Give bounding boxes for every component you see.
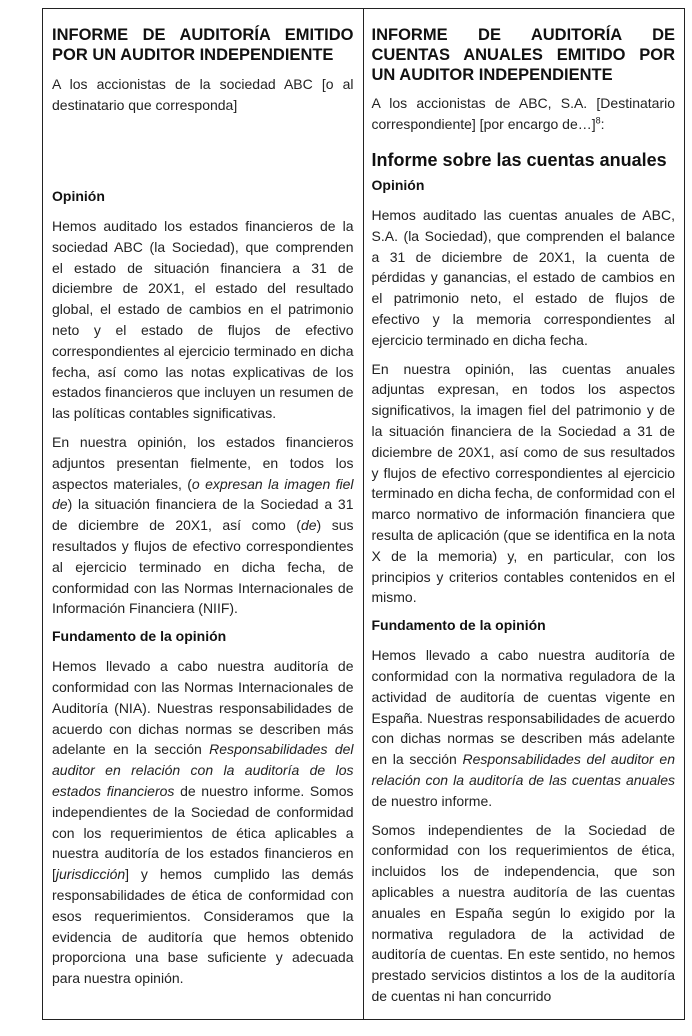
right-opinion-paragraph-2: En nuestra opinión, las cuentas anuales adjuntas expresan, en todos los aspectos significativos, la imagen fiel del patrimonio y de la situación financiera de la Sociedad a 31 de diciembre de 20X1, así como de sus resultados y flujos de efectivo correspondientes al ejercicio terminado en dicha fecha, de conformidad con el marco normativo de información financiera que resulta de aplicación (que se identifica en la nota X de la memoria) y, en particular, con los principios y criterios contables contenidos en el mismo. xyxy=(371,360,675,606)
right-basis-paragraph-1 xyxy=(372,645,676,811)
text-run: Hemos llevado a cabo nuestra auditoría de conformidad con la normativa reguladora de la actividad de auditoría de cuentas vigente en España. Nuestras responsabilidades de acuerdo con dichas normas se describen más adelante en la sección xyxy=(371,647,675,768)
text-run: : xyxy=(600,116,605,132)
right-opinion-heading: Opinión xyxy=(371,177,425,193)
right-section-heading: Informe sobre las cuentas anuales xyxy=(371,150,667,170)
left-addressee: A los accionistas de la sociedad ABC [o al destinatario que corresponda] xyxy=(52,76,354,113)
text-run: Hemos llevado a cabo nuestra auditoría de conformidad con las Normas Internacionales de Auditoría (NIA). Nuestras responsabilidades de acuerdo con dichas normas se describen más adelante en la sección xyxy=(52,658,354,758)
left-basis-paragraph xyxy=(52,656,354,989)
right-opinion-paragraph-1: Hemos auditado las cuentas anuales de ABC, S.A. (la Sociedad), que comprenden el balance a 31 de diciembre de 20X1, la cuenta de pérdidas y ganancias, el estado de cambios en el patrimonio neto, el estado de flujos de efectivo y la memoria correspondientes al ejercicio terminado en dicha fecha. xyxy=(371,207,675,348)
right-column xyxy=(364,9,685,1019)
italic-run: o expresan la imagen fiel de xyxy=(52,475,354,513)
text-run: ) la situación financiera de la Sociedad a 31 de diciembre de 20X1, así como ( xyxy=(52,496,354,534)
left-opinion-paragraph-1: Hemos auditado los estados financieros de la sociedad ABC (la Sociedad), que comprenden el estado de situación financiera a 31 de diciembre de 20X1, el estado del resultado global, el estado de cambios en el patrimonio neto y el estado de flujos de efectivo correspondientes al ejercicio terminado en dicha fecha, así como las notas explicativas de los estados financieros que incluyen un resumen de las políticas contables significativas. xyxy=(52,218,354,422)
text-run: ) sus resultados y flujos de efectivo correspondientes al ejercicio terminado en dicha fecha, de conformidad con las Normas Internacionales de Información Financiera (NIIF). xyxy=(52,517,354,617)
text-run: En nuestra opinión, los estados financieros adjuntos presentan fielmente, en todos los aspectos materiales, ( xyxy=(52,433,354,492)
text-run: de nuestro informe. Somos independientes de la Sociedad de conformidad con los requerimientos de ética aplicables a nuestra auditoría de los estados financieros en [ xyxy=(52,782,354,883)
italic-run: jurisdicción xyxy=(55,866,126,883)
text-run: ] y hemos cumplido las demás responsabilidades de ética de conformidad con esos requerimientos. Consideramos que la evidencia de auditoría que hemos obtenido proporciona una base suficiente y adecuada para nuestra opinión. xyxy=(52,866,354,987)
right-addressee xyxy=(372,93,676,135)
text-run: de nuestro informe. xyxy=(371,792,493,809)
footnote-marker: 8 xyxy=(595,115,601,126)
text-run: A los accionistas de ABC, S.A. [Destinatario correspondiente] [por encargo de…] xyxy=(371,95,675,132)
left-spacer xyxy=(52,116,354,187)
left-opinion-heading: Opinión xyxy=(52,188,105,204)
right-basis-paragraph-2: Somos independientes de la Sociedad de conformidad con los requerimientos de ética, incluidos los de independencia, que son aplicables a nuestra auditoría de las cuentas anuales en España según lo exigido por la normativa reguladora de la actividad de auditoría de cuentas. En este sentido, no hemos prestado servicios distintos a los de la auditoría de cuentas ni han concurrido xyxy=(371,821,675,1004)
italic-run: de xyxy=(300,517,317,534)
right-basis-heading: Fundamento de la opinión xyxy=(371,617,546,634)
left-basis-heading: Fundamento de la opinión xyxy=(52,628,227,645)
left-column xyxy=(43,9,364,1019)
left-opinion-paragraph-2 xyxy=(52,432,354,619)
italic-run: Responsabilidades del auditor en relación con la auditoría de los estados financieros xyxy=(52,741,354,799)
right-report-title: INFORME DE AUDITORÍA DE CUENTAS ANUALES EMITIDO POR UN AUDITOR INDEPENDIENTE xyxy=(371,26,675,84)
left-report-title: INFORME DE AUDITORÍA EMITIDO POR UN AUDITOR INDEPENDIENTE xyxy=(52,26,354,64)
italic-run: Responsabilidades del auditor en relación con la auditoría de las cuentas anuales xyxy=(371,751,675,788)
comparison-table xyxy=(42,8,685,1020)
